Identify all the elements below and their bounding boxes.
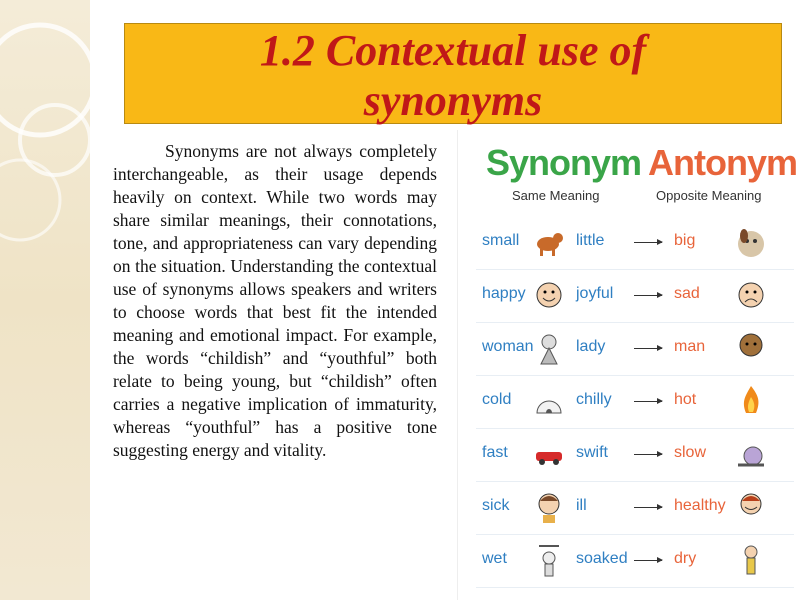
synonym-word: lady [576,338,606,355]
car-icon [534,436,564,472]
synonym-word: chilly [576,391,612,408]
antonym-word: slow [674,444,707,461]
chart-row [476,324,794,376]
chart-row [476,536,794,588]
arrow-icon [634,454,662,455]
synonym-word: ill [576,497,587,514]
synonym-antonym-chart [457,130,797,600]
chart-row [476,483,794,535]
happy-face-icon [534,277,564,313]
decorative-circles-icon [0,0,90,600]
slide-title: 1.2 Contextual use of synonyms [259,26,647,125]
chart-row [476,377,794,429]
antonym-word: healthy [674,497,726,514]
arrow-icon [634,348,662,349]
base-word: woman [482,338,534,355]
dry-person-icon [736,542,766,578]
snail-icon [736,436,766,472]
man-icon [736,330,766,366]
decorative-left-strip [0,0,90,600]
synonym-header: Synonym [486,142,642,183]
synonym-word: little [576,232,605,249]
antonym-word: man [674,338,706,355]
synonym-word: joyful [576,285,614,302]
antonym-subtitle: Opposite Meaning [656,188,762,203]
sick-child-icon [534,489,564,525]
antonym-word: sad [674,285,700,302]
arrow-icon [634,295,662,296]
fire-icon [736,383,766,419]
arrow-icon [634,560,662,561]
base-word: cold [482,391,512,408]
base-word: small [482,232,520,249]
antonym-header: Antonym [648,142,797,183]
antonym-word: big [674,232,696,249]
chart-row [476,218,794,270]
synonym-word: swift [576,444,608,461]
chart-row [476,271,794,323]
arrow-icon [634,401,662,402]
sad-face-icon [736,277,766,313]
antonym-word: hot [674,391,697,408]
synonym-subtitle: Same Meaning [512,188,600,203]
dog-icon [534,224,564,260]
base-word: happy [482,285,526,302]
base-word: sick [482,497,510,514]
base-word: wet [482,550,507,567]
arrow-icon [634,507,662,508]
chart-row [476,430,794,482]
synonym-word: soaked [576,550,628,567]
healthy-child-icon [736,489,766,525]
base-word: fast [482,444,508,461]
shower-icon [534,542,564,578]
antonym-word: dry [674,550,697,567]
woman-icon [534,330,564,366]
big-dog-icon [736,224,766,260]
arrow-icon [634,242,662,243]
igloo-icon [534,383,564,419]
body-paragraph: Synonyms are not always completely interchangeable, as their usage depends heavily on context. While two words may share similar meanings, their connotations, tone, and appropriateness can vary depending on the situation. Understanding the contextual use of synonyms allows speakers and writers to choose words that best fit the intended meaning and emotional impact. For example, the words “childish” and “youthful” both relate to being young, but “childish” often carries a negative implication of immaturity, whereas “youthful” has a positive tone suggesting energy and vitality. [113,141,437,460]
